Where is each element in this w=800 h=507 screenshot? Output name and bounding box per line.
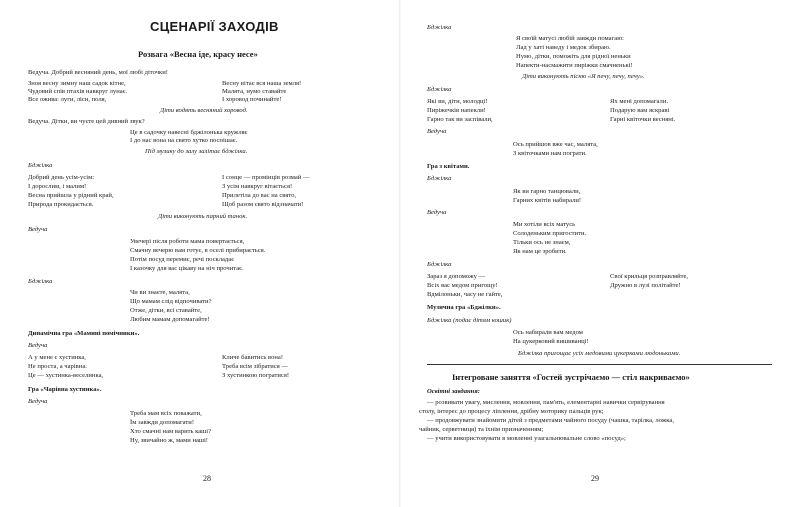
text-line: Гарні квіточки весняні. <box>610 116 676 123</box>
text-line: З квіточками нам пограти. <box>513 150 587 157</box>
text-line: чайник, серветниця) та їхнім призначенням; <box>419 426 544 433</box>
text-line: Кличе бавитись вона! <box>222 354 284 361</box>
text-line: Природа прокидається. <box>28 201 94 208</box>
text-line: І хоровод починайте! <box>222 96 282 103</box>
speaker-label: Бджілка <box>427 24 452 31</box>
text-line: Любим мамам допомагайте! <box>130 316 210 323</box>
text-line: Напекти-насмажити пиріжки смачненькі! <box>516 62 633 69</box>
stage-direction: Діти виконують пісню «Я печу, печу, печу». <box>522 73 645 80</box>
text-line: Подарую вам яскраві <box>610 107 670 114</box>
text-line: Отже, дітки, всі ставайте, <box>130 307 202 314</box>
text-line: Ну, звичайно ж, мами наші! <box>130 437 209 444</box>
page-number: 28 <box>203 474 211 483</box>
text-line: І дорослим, і малим! <box>28 183 87 190</box>
text-line: Смачну вечерю вам готує, в оселі прибирається. <box>130 247 266 254</box>
text-line: Я своїй матусі любій завжди помагаю: <box>516 35 624 42</box>
text-line: Пиріжечків напекли! <box>427 107 486 114</box>
speaker-label: Ведуча <box>28 398 48 405</box>
speaker-label: Ведуча <box>28 342 48 349</box>
text-line: Добрий день усім-усім: <box>28 174 95 181</box>
text-line: Ведуча. Добрий весняний день, мої любі діточки! <box>28 69 168 76</box>
text-line: Прилетіла до вас на свято, <box>222 192 297 199</box>
speaker-label: Бджілка <box>427 86 452 93</box>
stage-direction: Діти водять весняний хоровод. <box>160 107 248 114</box>
speaker-label: Бджілка (подає дітям кошик) <box>427 317 512 324</box>
text-line: Лад у хаті наведу і медок збираю. <box>516 44 611 51</box>
text-line: Як ви гарно танцювали, <box>513 188 581 195</box>
text-line: Не проста, а чарівна. <box>28 363 87 370</box>
text-line: Вдмілоньки, часу не гайте, <box>427 291 503 298</box>
text-line: Свої крильця розправляйте, <box>610 273 689 280</box>
objectives-label: Освітні завдання: <box>427 388 480 395</box>
text-line: Всіх вас медом пригощу! <box>427 282 498 289</box>
text-line: Весну вітає вся наша земля! <box>222 80 302 87</box>
text-line: Це — хустинка-веселинка, <box>28 372 104 379</box>
text-line: Ми хотіли всіх матусь <box>513 221 576 228</box>
text-line: Це в садочку навесні бджілонька кружляє <box>130 129 248 136</box>
text-line: — продовжувати знайомити дітей з предметами чайного посуду (чашка, тарілка, ложка, <box>427 417 674 424</box>
text-line: А у мене є хустинка, <box>28 354 86 361</box>
text-line: Зараз я допоможу — <box>427 273 486 280</box>
page-number: 29 <box>591 474 599 483</box>
text-line: З хустинкою погратися! <box>222 372 290 379</box>
text-line: Які ви, діти, молодці! <box>427 98 488 105</box>
text-line: Зноя весну зимну наш садок кітне, <box>28 80 126 87</box>
text-line: Їм завжди допомагати! <box>130 419 195 426</box>
game-heading: Динамічна гра «Мамині помічники». <box>28 330 140 337</box>
speaker-label: Бджілка <box>427 175 452 182</box>
text-line: Щоб разом свято відзначати! <box>222 201 304 208</box>
text-line: Ведуча. Дітки, ви чуєте цей дивний звук? <box>28 118 145 125</box>
text-line: Все ожива: луги, ліси, поля, <box>28 96 107 103</box>
text-line: столу, інтерес до процесу ліплення, дрібну моторику пальців рук; <box>419 408 604 415</box>
game-heading: Музична гра «Бджілки». <box>427 304 501 311</box>
lesson-title: Інтегроване заняття «Гостей зустрічаємо — стіл накриваємо» <box>452 372 690 382</box>
text-line: Увечері після роботи мама повертається, <box>130 238 245 245</box>
game-heading: Гра з квітами. <box>427 163 470 170</box>
page-title: СЦЕНАРІЇ ЗАХОДІВ <box>150 19 279 34</box>
text-line: — учити використовувати в мовленні узагальнювальне слово «посуд»; <box>427 435 626 442</box>
stage-direction: Під музику до залу залітає бджілка. <box>145 148 248 155</box>
text-line: Солоденьким пригостити. <box>513 230 587 237</box>
stage-direction: Бджілка пригощає усіх медовими цукерками людоньками. <box>518 350 681 357</box>
speaker-label: Бджілка <box>28 162 53 169</box>
text-line: Чи ви знаєте, малята, <box>130 289 190 296</box>
game-heading: Гра «Чарівна хустинка». <box>28 386 102 393</box>
speaker-label: Бджілка <box>427 261 452 268</box>
text-line: Як нам це зробити. <box>513 248 567 255</box>
text-line: Нумо, дітки, поможіть для рідної неньки <box>516 53 631 60</box>
text-line: Хто смачні нам варить каші? <box>130 428 212 435</box>
text-line: І казочку для вас цікаву на ніч прочитає. <box>130 265 244 272</box>
text-line: Що мамам слід відпочивати? <box>130 298 212 305</box>
speaker-label: Ведуча <box>28 226 48 233</box>
text-line: Гарних квітів набирали! <box>513 197 582 204</box>
text-line: Потім посуд перемиє, речі поскладає <box>130 256 235 263</box>
text-line: Гарно так ви заспівали, <box>427 116 493 123</box>
section-subtitle: Розвага «Весна іде, красу несе» <box>138 49 258 59</box>
speaker-label: Ведуча <box>427 209 447 216</box>
text-line: Чудовий спів птахів навкруг лунає. <box>28 88 128 95</box>
text-line: На цукерковий вишиванці! <box>513 338 589 345</box>
text-line: З усім навкруг вітається! <box>222 183 293 190</box>
text-line: Ось набирали вам медом <box>513 329 583 336</box>
text-line: Малята, нумо ставайте <box>222 88 287 95</box>
text-line: Ях мені допомагали. <box>610 98 669 105</box>
speaker-label: Бджілка <box>28 278 53 285</box>
text-line: Дружно в лузі політайте! <box>610 282 681 289</box>
text-line: Тільки ось не знаєм, <box>513 239 571 246</box>
text-line: Весна прийшла у рідний край, <box>28 192 114 199</box>
text-line: — розвивати увагу, мислення, мовлення, пам'ять, елементарні навички сервірування <box>427 399 665 406</box>
text-line: Ось прийшов вже час, малята, <box>513 141 598 148</box>
speaker-label: Ведуча <box>427 128 447 135</box>
text-line: І сонце — промінців розмай — <box>222 174 310 181</box>
text-line: І до нас вона на свято хутко поспішає. <box>130 137 238 144</box>
text-line: Треба всім зібратися — <box>222 363 289 370</box>
section-divider <box>427 364 772 365</box>
stage-direction: Діти виконують парний танок. <box>158 213 248 220</box>
text-line: Треба мам всіх поважати, <box>130 410 202 417</box>
right-page <box>400 0 800 507</box>
